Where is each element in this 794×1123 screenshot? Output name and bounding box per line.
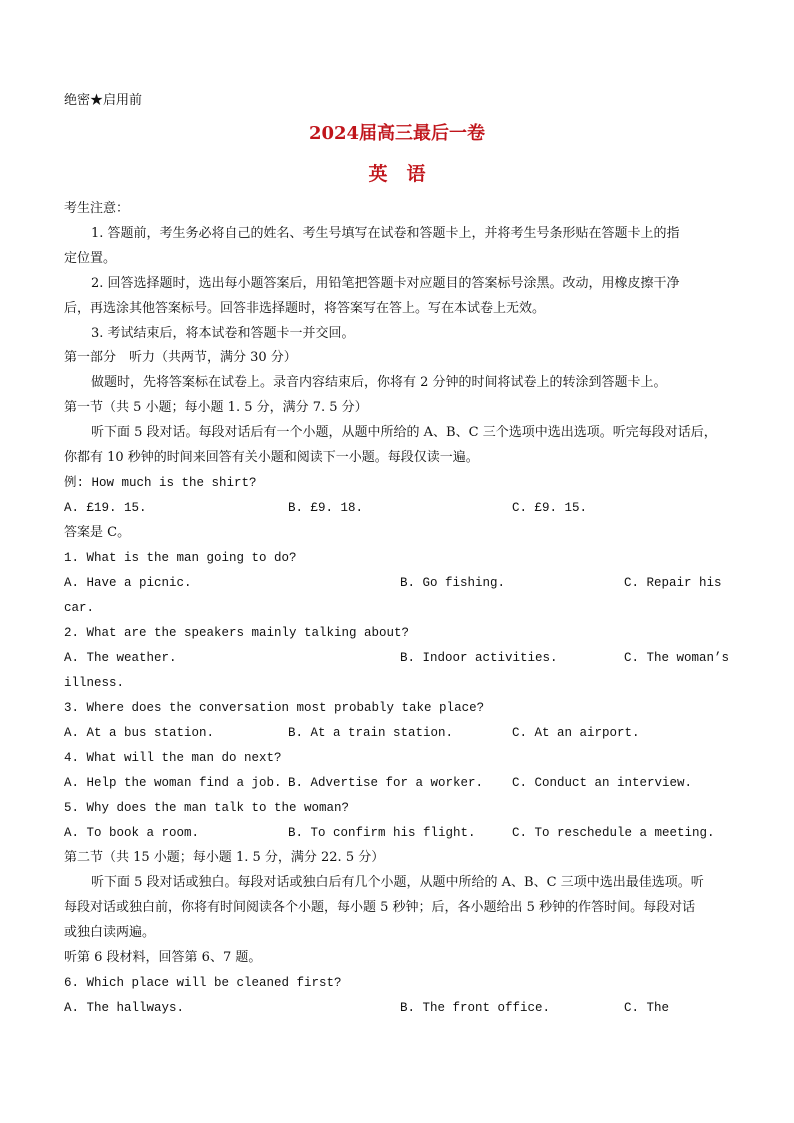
question-5-option-a: A. To book a room.: [64, 826, 200, 840]
example-option-a: A. £19. 15.: [64, 501, 147, 515]
notice-item-1-cont: 定位置。: [64, 251, 117, 266]
question-5-option-c: C. To reschedule a meeting.: [512, 826, 715, 840]
question-2-option-c: C. The woman’s: [624, 651, 730, 665]
part1-heading: 第一部分 听力（共两节，满分 30 分）: [64, 350, 297, 365]
section1-intro: 听下面 5 段对话。每段对话后有一个小题，从题中所给的 A、B、C 三个选项中选出选项。听完每段对话后，: [91, 425, 717, 440]
notice-item-2-cont: 后，再选涂其他答案标号。回答非选择题时，将答案写在答上。写在本试卷上无效。: [64, 301, 546, 316]
question-5-option-b: B. To confirm his flight.: [288, 826, 476, 840]
question-1-option-c-cont: car.: [64, 601, 95, 615]
question-6-option-b: B. The front office.: [400, 1001, 551, 1015]
notice-heading: 考生注意：: [64, 201, 130, 216]
question-1-option-c: C. Repair his: [624, 576, 722, 590]
question-6-option-c: C. The: [624, 1001, 670, 1015]
question-2-option-a: A. The weather.: [64, 651, 177, 665]
section2-intro: 听下面 5 段对话或独白。每段对话或独白后有几个小题，从题中所给的 A、B、C 三项中选出最佳选项。听: [91, 875, 704, 890]
notice-item-1: 1. 答题前，考生务必将自己的姓名、考生号填写在试卷和答题卡上，并将考生号条形贴在答题卡上的指: [91, 226, 680, 241]
question-6: 6. Which place will be cleaned first?: [64, 976, 342, 990]
section1-intro-cont: 你都有 10 秒钟的时间来回答有关小题和阅读下一小题。每段仅读一遍。: [64, 450, 479, 465]
part1-intro: 做题时，先将答案标在试卷上。录音内容结束后，你将有 2 分钟的时间将试卷上的转涂到答题卡上。: [91, 375, 667, 390]
question-4-option-b: B. Advertise for a worker.: [288, 776, 484, 790]
section1-heading: 第一节（共 5 小题；每小题 1. 5 分，满分 7. 5 分）: [64, 400, 368, 415]
question-4: 4. What will the man do next?: [64, 751, 282, 765]
section2-intro-cont-2: 或独白读两遍。: [64, 925, 156, 940]
example-question: 例: How much is the shirt?: [64, 476, 257, 490]
question-1: 1. What is the man going to do?: [64, 551, 297, 565]
question-2: 2. What are the speakers mainly talking about?: [64, 626, 410, 640]
notice-item-3: 3. 考试结束后，将本试卷和答题卡一并交回。: [91, 326, 355, 341]
question-1-option-a: A. Have a picnic.: [64, 576, 192, 590]
example-answer: 答案是 C。: [64, 525, 131, 540]
material-6-heading: 听第 6 段材料，回答第 6、7 题。: [64, 950, 262, 965]
question-2-option-b: B. Indoor activities.: [400, 651, 558, 665]
question-3-option-a: A. At a bus station.: [64, 726, 215, 740]
question-2-option-c-cont: illness.: [64, 676, 125, 690]
question-4-option-c: C. Conduct an interview.: [512, 776, 693, 790]
subject-title: 英 语: [368, 163, 426, 185]
notice-item-2: 2. 回答选择题时，选出每小题答案后，用铅笔把答题卡对应题目的答案标号涂黑。改动，用橡皮擦干净: [91, 276, 680, 291]
confidential-label: 绝密★启用前: [64, 93, 143, 108]
question-1-option-b: B. Go fishing.: [400, 576, 506, 590]
section2-heading: 第二节（共 15 小题；每小题 1. 5 分，满分 22. 5 分）: [64, 850, 385, 865]
example-option-b: B. £9. 18.: [288, 501, 364, 515]
question-4-option-a: A. Help the woman find a job.: [64, 776, 282, 790]
question-3: 3. Where does the conversation most probably take place?: [64, 701, 485, 715]
question-3-option-c: C. At an airport.: [512, 726, 640, 740]
question-6-option-a: A. The hallways.: [64, 1001, 185, 1015]
example-option-c: C. £9. 15.: [512, 501, 588, 515]
exam-title: 2024届高三最后一卷: [308, 123, 486, 144]
question-3-option-b: B. At a train station.: [288, 726, 454, 740]
section2-intro-cont: 每段对话或独白前，你将有时间阅读各个小题，每小题 5 秒钟；后，各小题给出 5 秒钟的作答时间。每段对话: [64, 900, 696, 915]
question-5: 5. Why does the man talk to the woman?: [64, 801, 350, 815]
